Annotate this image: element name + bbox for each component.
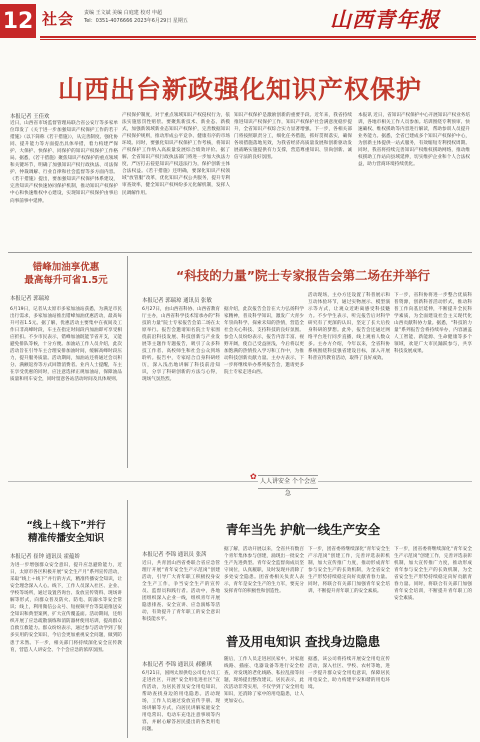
section-name: 社会: [42, 10, 75, 28]
header-rule: [40, 36, 476, 38]
electricity-headline: 普及用电知识 查找身边隐患: [225, 634, 381, 649]
online-offline-headline-2: 精准传播安全知识: [27, 533, 104, 544]
online-offline-headline: “线上＋线下”并行: [26, 520, 106, 531]
youth-column-3: 下一步，团省委将继续深化“青年安全生产示范岗”创建工作，完善评选表彰机制，加大宣传推广力度，推动形成青年参与安全生产的长效机制，为全省安全生产形势持续稳定向好贡献青春力量。同时，将联合有关部门加强青年安全培训，不断提升青年职工的安全素质。: [308, 547, 390, 595]
lead-byline: 本报记者 王佳欢: [10, 114, 50, 120]
science-column-3: 活动现场，主办方还设置了科普展示和互动体验环节，通过实物展示、模型演示等方式，让观众近距离感受科技魅力。不少学生表示，听完报告后对科学研究有了更深的认识，坚定了长大后投身科研的梦想。此外，报告会还通过网络平台进行同步直播，线上观看人数众多。主办方介绍，今年以来，全省科协系统围绕科技强省建设目标，深入开展科普宣传教育活动，取得了良好成效。: [308, 293, 390, 362]
science-column-2: 据介绍，此次报告会旨在大力弘扬科学家精神，普及科学知识，激发广大青少年崇尚科学、探索未知的热情，营造全社会关心科技、支持科技的良好氛围。参会人员纷纷表示，报告内容丰富、视野开阔，使自己受益匪浅，今后将以更加饱满的热情投入学习和工作中，为推动科技创新贡献力量。主办方表示，下一步将继续举办系列报告会，邀请更多院士专家走进山西。: [224, 307, 304, 376]
page-number: 12: [0, 4, 36, 38]
header-contact-date: Tel：0351-4076666 2023年6月29日 星期五: [84, 18, 188, 24]
science-column-1: 6月27日，由山西省科协、山西省教育厅主办，山西省科学技术馆承办的“科技的力量”院士专家报告会第二场在太原举行。报告会邀请知名院士专家围绕前沿科技发展、科技创新与产业发展等主题作专题报告，吸引了众多科技工作者、高校师生和社会公众到场聆听。报告中，专家结合自身科研经历，深入浅出地讲解了科技前沿知识，分享了科研创新的方法与心得，现场气氛热烈。: [142, 307, 220, 383]
flower-icon: ✿: [250, 472, 257, 481]
fuel-byline: 本报记者 郭瑞琼: [10, 296, 50, 302]
online-offline-body: 为进一步增强群众安全意识，提升应急避险能力，近日，太原市各区积极开展“安全生产月”系列宣传活动，采取“线上＋线下”并行的方式，精准传播安全知识，让安全理念深入人心。线下，工作人员深入社区、企业、学校等场所，通过设置咨询台、发放宣传资料、现场讲解等形式，向群众普及防火、防电、防溺水等安全常识；线上，利用微信公众号、短视频平台等渠道推送安全知识和典型案例，扩大宣传覆盖面。活动期间，还组织开展了应急疏散演练和消防器材使用培训，提高群众自救互救能力。群众纷纷表示，通过参与活动学到了很多实用的安全知识，今后会更加重视安全问题，做到防患于未然。下一步，相关部门将持续深化安全宣传教育，营造人人讲安全、个个会应急的浓厚氛围。: [10, 563, 122, 653]
lead-headline: 山西出台新政强化知识产权保护: [57, 75, 422, 104]
column-rule-bottom: [127, 500, 128, 738]
lead-column-1: 近日，山西省市场监督管理局联合省公安厅等多家单位印发了《关于进一步加强知识产权保护工作的若干措施》（以下简称《若干措施》），从完善制度、强化协同、提升能力等方面提出具体举措，着力构建严保护、大保护、快保护、同保护的知识产权保护工作格局。据悉，《若干措施》聚焦知识产权保护的重点领域和关键环节，明确了加强知识产权行政执法、司法保护、仲裁调解、行业自律和社会监督等多方面内容。《若干措施》提出，要加强知识产权保护体系建设，完善知识产权快速协同保护机制，推动知识产权保护中心和快速维权中心建设，实现知识产权保护由事后向事前事中延伸。: [10, 121, 118, 204]
newspaper-logo: 山西青年报: [330, 7, 440, 32]
banner-rule: [8, 481, 472, 482]
youth-column-4: 下一步，团省委将继续深化“青年安全生产示范岗”创建工作，完善评选表彰机制，加大宣传推广力度，推动形成青年参与安全生产的长效机制，为全省安全生产形势持续稳定向好贡献青春力量。同时，将联合有关部门加强青年安全培训，不断提升青年职工的安全素质。: [394, 547, 472, 602]
electricity-byline: 本报记者 李锦 通讯员 郝雅琪: [142, 662, 212, 668]
fuel-headline: 错峰加油享优惠: [32, 262, 100, 273]
science-column-4: 下一步，省科协将进一步整合优质科普资源，创新科普活动形式，推动科普工作向基层延伸，不断提升全民科学素质，为全面建设社会主义现代化山西贡献科协力量。据悉，“科技的力量”系列报告会将持续举办，内容涵盖人工智能、新能源、生命健康等多个领域，欢迎广大市民踊跃参与，共享科技发展成果。: [394, 293, 472, 355]
fuel-body: 6月19日，记者从太原市多家加油站获悉，为满足市民出行需求，多家加油站推出错峰加油优惠活动，最高每升可省1.5元。据了解，优惠活动主要集中在夜间及工作日非高峰时段，车主在指定时间段内加油即可享受相应折扣。不少市民表示，错峰加油既能节省开支，又能避免排队等候，十分方便。加油站工作人员介绍，此次活动旨在引导车主合理安排加油时间，缓解高峰时段压力，提升服务质量。活动期间，加油站还将通过会员积分、满额返券等方式回馈消费者。业内人士提醒，车主在享受优惠的同时，应注意选择正规加油站，保障油品质量和用车安全，同时留意各站活动时间及具体规则。: [10, 307, 122, 383]
youth-column-2: 据了解，活动开展以来，全省共有数百个青年集体参与创建，涌现出一批安全生产先进典型。青年安全监督岗成员坚守岗位，认真履职，及时发现并消除了多处安全隐患。团省委相关负责人表示，青年是安全生产的生力军，要充分发挥青年的积极性和创造性。: [224, 547, 304, 595]
column-rule: [127, 256, 128, 468]
science-byline: 本报记者 郭瑞琼 通讯员 张敏: [142, 298, 212, 304]
section-divider: [8, 252, 472, 253]
lead-column-4: 本报讯 近日，省知识产权保护中心开展知识产权业务培训，各地市相关工作人员参加。培训围绕专利预审、快速确权、维权援助等内容进行解读，帮助参训人员提升业务能力。据悉，全省已建成多个知识产权保护中心，为创新主体提供一站式服务，有效缩短专利授权周期。同时，我省将持续完善知识产权维权援助网络，推动维权援助工作站向县域延伸，切实维护企业和个人合法权益，助力营商环境持续优化。: [358, 113, 470, 168]
header-editors: 责编 王文斌 美编 白庭建 校对 申超: [84, 10, 162, 16]
safety-banner: 人人讲安全 个个会应急: [258, 475, 318, 489]
online-offline-byline: 本报记者 崔钟 通讯员 霍蕴娇: [10, 554, 80, 560]
youth-byline: 本报记者 李锦 通讯员 张茜: [142, 552, 207, 558]
electricity-column-2: 随后，工作人员走进居民家中，对家庭线路、插座、电器设备等进行安全检查，对发现的老化线路、私拉乱接等问题，现场提出整改建议。居民表示，此次活动非常实用，不仅学到了安全用电知识，还消除了家中的用电隐患，让人更加安心。: [224, 657, 304, 705]
youth-column-1: 近日，共青团山西省委联合省应急管理厅开展“青年安全生产示范岗”创建活动，引导广大青年职工积极投身安全生产工作，争当安全生产的宣传员、监督员和践行者。活动中，各地团组织深入企业一线，组织青年开展隐患排查、安全宣讲、应急演练等活动，有效提升了青年职工的安全意识和技能水平。: [142, 561, 220, 623]
electricity-column-1: 6月21日，国网太原供电公司电力员工走进社区，开展“安全用电进社区”宣传活动，为居民普及安全用电知识，帮助查找身边的用电隐患。活动现场，工作人员通过发放宣传手册、现场讲解等方式，向居民讲解家庭安全用电常识、电动车充电注意事项等内容，并耐心解答居民提出的各类用电问题。: [142, 671, 220, 733]
science-headline: “科技的力量”院士专家报告会第二场在并举行: [176, 268, 430, 283]
electricity-column-3: 据悉，该公司将持续开展安全用电宣传活动，深入社区、学校、农村等地，进一步提升群众安全用电意识，保障居民用电安全，助力构建平安和谐的用电环境。: [308, 657, 390, 691]
fuel-headline-2: 最高每升可省1.5元: [24, 275, 108, 286]
header-rule-thin: [40, 39, 476, 40]
lead-column-3: 知识产权保护是激励创新的重要手段。近年来，我省持续推进知识产权保护工作，知识产权保护社会满意度稳步提升，全省知识产权综合实力显著增强。下一步，各相关部门将按照职责分工，细化任务措施，抓好贯彻落实，确保各项措施落地见效，为我省经济高质量发展和创新驱动发展战略实施提供有力支撑，营造尊重知识、崇尚创新、诚信守法的良好氛围。: [234, 113, 352, 161]
youth-headline: 青年当先 护航一线生产安全: [225, 522, 381, 537]
lead-column-2: 产权保护制度，对于重点领域知识产权侵权行为，依法实施惩罚性赔偿。要聚焦新技术、新业态、新模式，加强新领域新业态知识产权保护，完善数据知识产权保护规则，推动形成公平竞争、健康有序的市场环境。同时，要强化知识产权保护工作考核，将知识产权保护工作纳入高质量发展综合绩效评价。据了解，全省知识产权行政执法部门将进一步加大执法力度，严厉打击侵犯知识产权违法行为，保护创新主体合法权益。《若干措施》还明确，要深化知识产权领域“放管服”改革，优化知识产权公共服务，提升专利审查效率，健全知识产权纠纷多元化解机制，发挥人民调解作用。: [122, 113, 230, 196]
